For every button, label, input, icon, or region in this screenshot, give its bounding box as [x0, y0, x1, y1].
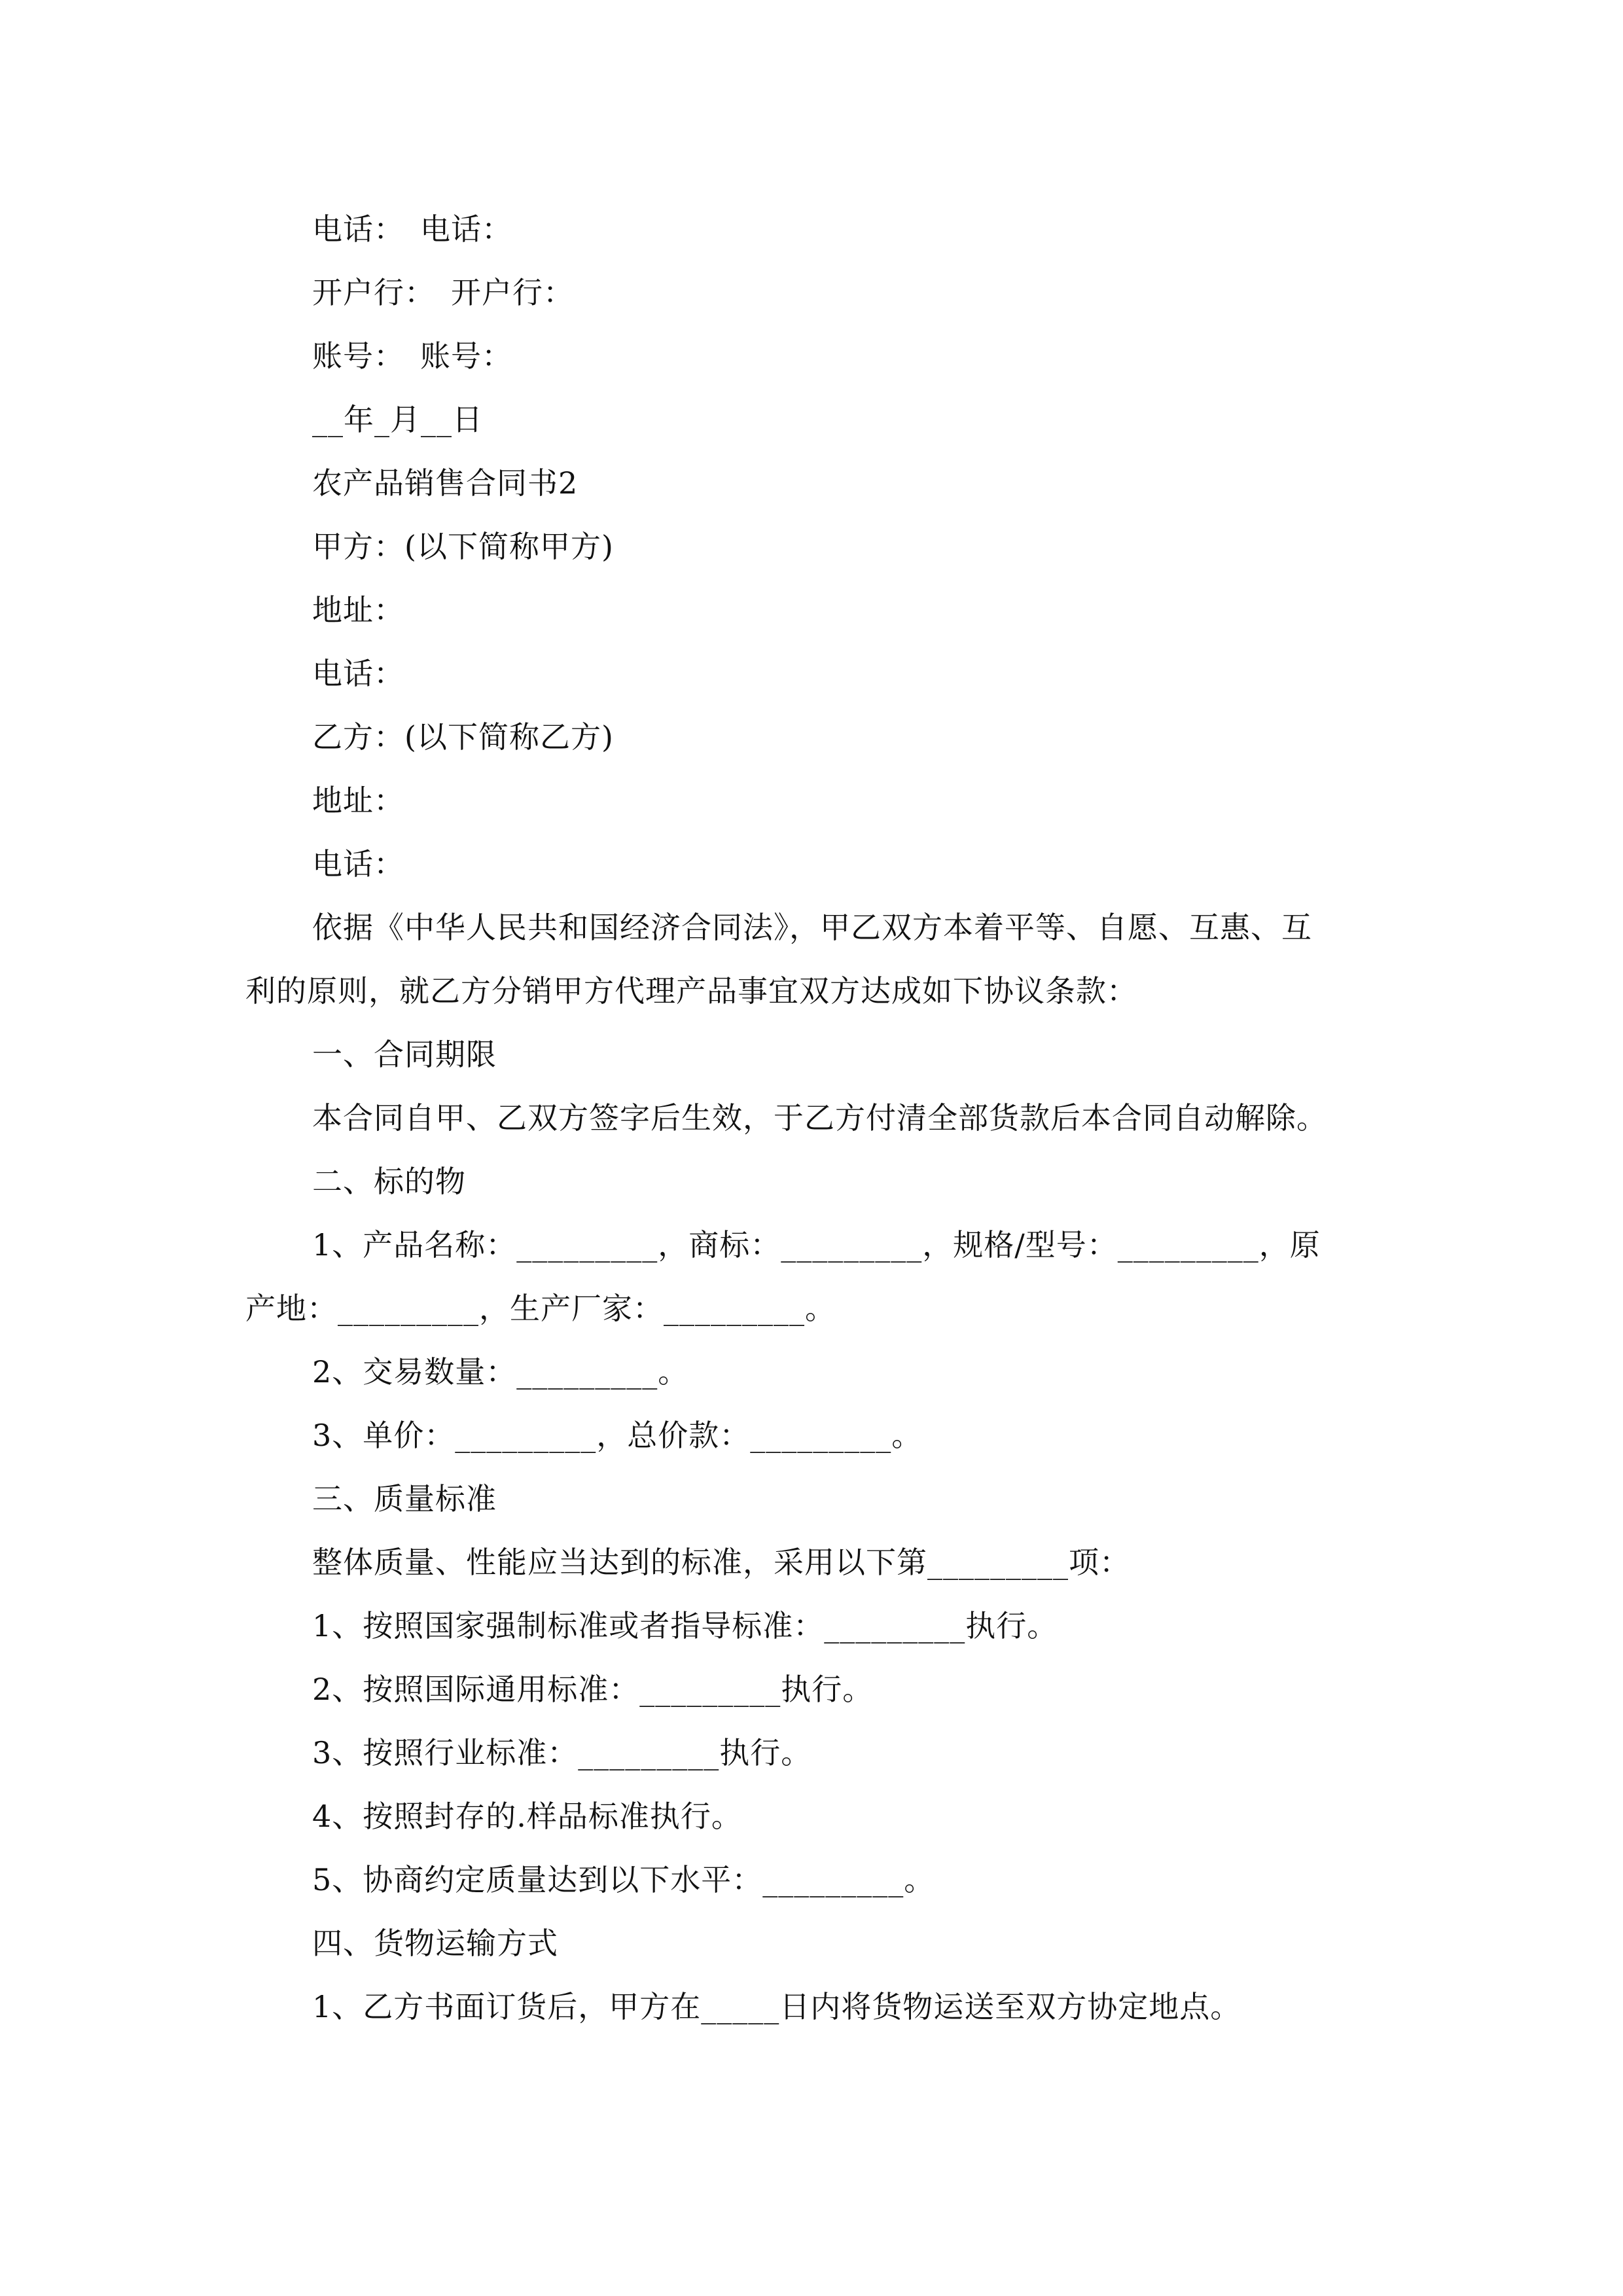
clause-line: 1、乙方书面订货后，甲方在_____日内将货物运送至双方协定地点。	[312, 1989, 1241, 2024]
clause-line: 3、单价：_________，总价款：_________。	[312, 1418, 923, 1453]
clause-line: 1、按照国家强制标准或者指导标准：_________执行。	[312, 1608, 1058, 1643]
clause-line: 3、按照行业标准：_________执行。	[312, 1735, 812, 1770]
date-line: __年_月__日	[312, 402, 483, 437]
preamble-line-1: 依据《中华人民共和国经济合同法》，甲乙双方本着平等、自愿、互惠、互	[312, 910, 1312, 945]
preamble-line-2: 利的原则，就乙方分销甲方代理产品事宜双方达成如下协议条款：	[245, 973, 1137, 1009]
clause-line: 2、按照国际通用标准：_________执行。	[312, 1672, 874, 1707]
section-heading: 三、质量标准	[312, 1481, 497, 1516]
party-b-phone: 电话：	[312, 846, 404, 882]
clause-line: 产地：_________，生产厂家：_________。	[245, 1291, 836, 1326]
bank-line: 开户行： 开户行：	[312, 275, 574, 310]
section-heading: 二、标的物	[312, 1164, 466, 1199]
paragraph-line: 本合同自甲、乙双方签字后生效，于乙方付清全部货款后本合同自动解除。	[312, 1100, 1327, 1136]
paragraph-line: 整体质量、性能应当达到的标准，采用以下第_________项：	[312, 1545, 1130, 1580]
clause-line: 5、协商约定质量达到以下水平：_________。	[312, 1862, 935, 1897]
contract-title: 农产品销售合同书2	[312, 465, 579, 501]
phone-line: 电话： 电话：	[312, 211, 512, 247]
party-b-address: 地址：	[312, 783, 404, 818]
party-a-phone: 电话：	[312, 656, 404, 691]
party-b: 乙方：(以下简称乙方)	[312, 719, 614, 755]
party-a-address: 地址：	[312, 592, 404, 628]
section-heading: 一、合同期限	[312, 1037, 497, 1072]
section-heading: 四、货物运输方式	[312, 1926, 558, 1961]
party-a: 甲方：(以下简称甲方)	[312, 529, 614, 564]
clause-line: 1、产品名称：_________，商标：_________，规格/型号：_________，原	[312, 1227, 1321, 1263]
clause-line: 4、按照封存的.样品标准执行。	[312, 1799, 742, 1834]
account-line: 账号： 账号：	[312, 338, 512, 374]
clause-line: 2、交易数量：_________。	[312, 1354, 689, 1390]
